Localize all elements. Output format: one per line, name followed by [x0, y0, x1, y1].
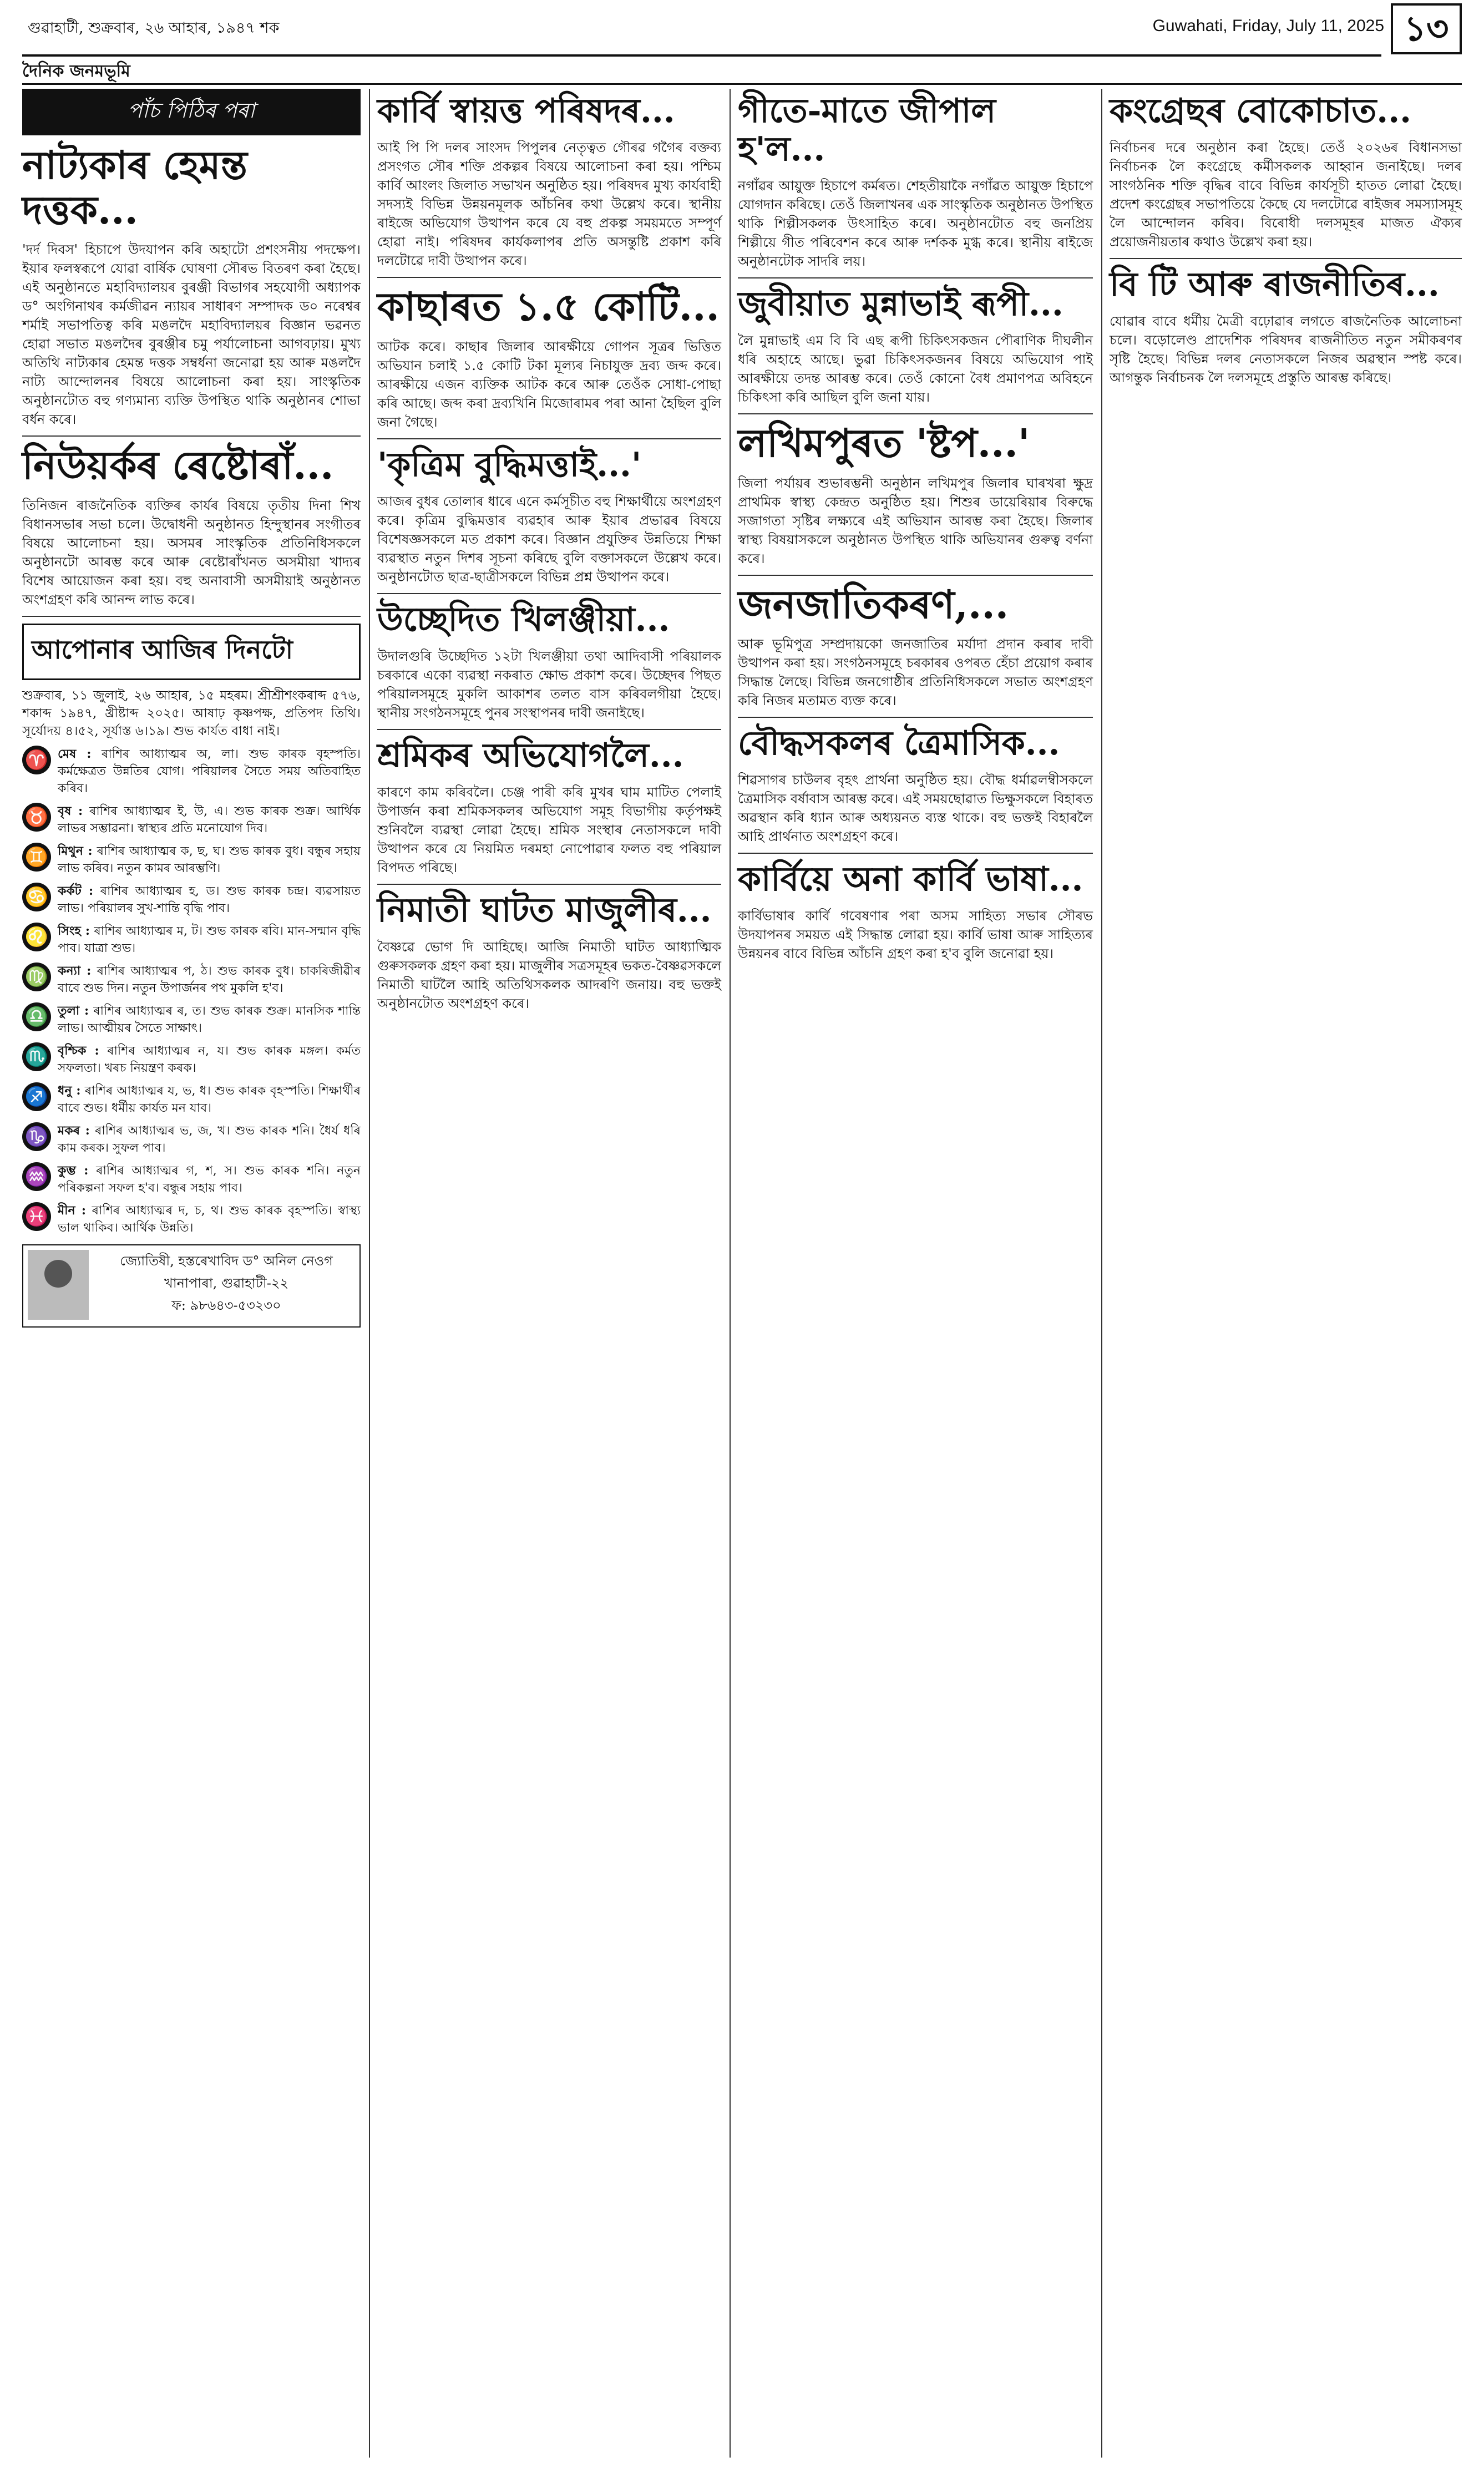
virgo-icon: ♍: [22, 963, 51, 991]
horoscope-sign: [22, 1162, 361, 1197]
masthead-date-english: Guwahati, Friday, July 11, 2025: [1152, 17, 1384, 35]
divider: [1110, 258, 1462, 259]
masthead-date-assamese: গুৱাহাটী, শুক্ৰবাৰ, ২৬ আহাৰ, ১৯৪৭ শক: [28, 19, 280, 37]
capricorn-icon: ♑: [22, 1122, 51, 1151]
continued-from-banner: পাঁচ পিঠিৰ পৰা: [22, 89, 361, 135]
astrologer-details: [98, 1250, 355, 1322]
story-body: উদালগুৰি উচ্ছেদিত ১২টা খিলঞ্জীয়া তথা আদিবাসী পৰিয়ালক চৰকাৰে একো ব্যৱস্থা নকৰাত ক্ষোভ প্ৰকাশ কৰে। উচ্ছেদৰ পিছত পৰিয়ালসমূহে মুকলি আকাশৰ তলত বাস কৰিবলগীয়া হৈছে। স্থানীয় সংগঠনসমূহে পুনৰ সংস্থাপনৰ দাবী জনাইছে।: [377, 648, 721, 721]
scorpio-icon: ♏: [22, 1042, 51, 1071]
horoscope-sign-text: [58, 746, 361, 797]
horoscope-sign-text: [58, 923, 361, 957]
sign-name: সিংহ :: [58, 923, 90, 938]
story-body: লৈ মুন্নাভাই এম বি বি এছ ৰূপী চিকিৎসকজন পৌৰাণিক দীঘলীন ধৰি অহাহে আছে। ভুৱা চিকিৎসকজনৰ বিষয়ে অভিযোগ পাই আৰক্ষীয়ে তদন্ত আৰম্ভ কৰে। তেওঁ কোনো বৈধ প্ৰমাণপত্ৰ অবিহনে চিকিৎসা কৰি আছিল বুলি জনা যায়।: [738, 333, 1093, 405]
story-title: কংগ্ৰেছৰ বোকোচাত...: [1110, 92, 1411, 130]
story-title: জুবীয়াত মুন্নাভাই ৰূপী...: [738, 285, 1063, 323]
story-title: শ্ৰমিকৰ অভিযোগলৈ...: [377, 736, 684, 775]
horoscope-sign: [22, 746, 361, 797]
horoscope-sign: [22, 883, 361, 917]
horoscope-title: আপোনাৰ আজিৰ দিনটো: [22, 624, 361, 680]
divider: [738, 277, 1093, 278]
story-title: কাছাৰত ১.৫ কোটি...: [377, 283, 720, 330]
story-title: নাট্যকাৰ হেমন্ত দত্তক...: [22, 142, 247, 233]
sign-reading: ৰাশিৰ আধ্যাত্মৰ হ, ড। শুভ কাৰক চন্দ্ৰ। ব্যৱসায়ত লাভ। পৰিয়ালৰ সুখ-শান্তি বৃদ্ধি পাব।: [58, 884, 361, 915]
story-title: নিমাতী ঘাটত মাজুলীৰ...: [377, 890, 712, 930]
column-divider: [1101, 89, 1102, 2458]
page-number: ১৩: [1391, 3, 1462, 54]
story-title: গীতে-মাতে জীপাল হ'ল...: [738, 92, 996, 169]
sign-name: বৃশ্চিক :: [58, 1043, 99, 1058]
column-2: [377, 89, 721, 1019]
story-title: 'কৃত্ৰিম বুদ্ধিমত্তাই...': [377, 445, 642, 484]
horoscope-sign: [22, 1122, 361, 1157]
libra-icon: ♎: [22, 1002, 51, 1031]
astrologer-photo: [28, 1250, 89, 1320]
sign-name: কৰ্কট :: [58, 883, 94, 898]
horoscope-sign-text: [58, 803, 361, 837]
story-title: বৌদ্ধসকলৰ ত্ৰৈমাসিক...: [738, 724, 1060, 763]
story-title: উচ্ছেদিত খিলঞ্জীয়া...: [377, 600, 670, 639]
masthead: [22, 0, 1462, 55]
story-body: শিৱসাগৰ চাউলৰ বৃহৎ প্ৰাৰ্থনা অনুষ্ঠিত হয়। বৌদ্ধ ধৰ্মাৱলম্বীসকলে ত্ৰৈমাসিক বৰ্ষাবাস আৰম্ভ কৰে। এই সময়ছোৱাত ভিক্ষুসকলে বিহাৰত অৱস্থান কৰি ধ্যান আৰু অধ্যয়নত ব্যস্ত থাকে। বহু ভক্তই বিহাৰলৈ আহি প্ৰাৰ্থনাত অংশগ্ৰহণ কৰে।: [738, 772, 1093, 844]
cancer-icon: ♋: [22, 883, 51, 911]
divider: [377, 277, 721, 278]
divider: [22, 435, 361, 437]
story-body: বৈষ্ণৱে ভোগ দি আহিছে। আজি নিমাতী ঘাটত আধ্যাত্মিক গুৰুসকলক গ্ৰহণ কৰা হয়। মাজুলীৰ সত্ৰসমূহৰ ভকত-বৈষ্ণৱসকলে নিমাতী ঘাটলৈ আহি অতিথিসকলক আদৰণি জনায়। বহু ভক্তই অনুষ্ঠানটোত অংশগ্ৰহণ কৰে।: [377, 939, 721, 1011]
sign-name: মিথুন :: [58, 843, 93, 858]
aquarius-icon: ♒: [22, 1162, 51, 1191]
sign-reading: ৰাশিৰ আধ্যাত্মৰ ৰ, ত। শুভ কাৰক শুক্ৰ। মানসিক শান্তি লাভ। আত্মীয়ৰ সৈতে সাক্ষাৎ।: [58, 1004, 361, 1035]
horoscope-sign-text: [58, 1082, 361, 1117]
sign-reading: ৰাশিৰ আধ্যাত্মৰ য, ভ, ধ। শুভ কাৰক বৃহস্পতি। শিক্ষাৰ্থীৰ বাবে শুভ। ধৰ্মীয় কাৰ্যত মন যাব।: [58, 1083, 361, 1115]
gemini-icon: ♊: [22, 843, 51, 872]
story-body: কাৰণে কাম কৰিবলৈ। চেঞ্জ পাৰী কৰি মুখৰ ঘাম মাটিত পেলাই উপাৰ্জন কৰা শ্ৰমিকসকলৰ অভিযোগ সমূহ বিভাগীয় কৰ্তৃপক্ষই শুনিবলৈ ব্যৱস্থা লোৱা হৈছে। শ্ৰমিক সংস্থাৰ নেতাসকলে দাবী উত্থাপন কৰে যে নিয়মিত দৰমহা নোপোৱাৰ ফলত বহু পৰিয়াল বিপদত পৰিছে।: [377, 784, 721, 875]
leo-icon: ♌: [22, 923, 51, 951]
astrologer-phone: ফ: ৯৮৬৪৩-৫৩২৩০: [171, 1297, 281, 1313]
sign-reading: ৰাশিৰ আধ্যাত্মৰ অ, লা। শুভ কাৰক বৃহস্পতি। কৰ্মক্ষেত্ৰত উন্নতিৰ যোগ। পৰিয়ালৰ সৈতে সময় অতিবাহিত কৰিব।: [58, 747, 361, 796]
horoscope-sign-text: [58, 1162, 361, 1197]
story-body: আৰু ভূমিপুত্ৰ সম্প্ৰদায়কো জনজাতিৰ মৰ্যাদা প্ৰদান কৰাৰ দাবী উত্থাপন কৰা হয়। সংগঠনসমূহে চৰকাৰৰ ওপৰত হেঁচা প্ৰয়োগ কৰাৰ সিদ্ধান্ত লৈছে। বিভিন্ন জনগোষ্ঠীৰ প্ৰতিনিধিসকলে সভাত অংশগ্ৰহণ কৰি নিজৰ মতামত ব্যক্ত কৰে।: [738, 636, 1093, 708]
horoscope-sign-text: [58, 883, 361, 917]
column-divider: [369, 89, 370, 2458]
sign-reading: ৰাশিৰ আধ্যাত্মৰ ভ, জ, খ। শুভ কাৰক শনি। ধৈৰ্য ধৰি কাম কৰক। সুফল পাব।: [58, 1123, 361, 1155]
column-1: [22, 89, 361, 1328]
masthead-bottom-divider: [22, 83, 1462, 85]
pisces-icon: ♓: [22, 1202, 51, 1231]
story-title: কাৰ্বি স্বায়ত্ত পৰিষদৰ...: [377, 92, 675, 130]
sign-reading: ৰাশিৰ আধ্যাত্মৰ গ, শ, স। শুভ কাৰক শনি। নতুন পৰিকল্পনা সফল হ'ব। বন্ধুৰ সহায় পাব।: [58, 1163, 361, 1195]
divider: [738, 853, 1093, 854]
horoscope-sign-text: [58, 1042, 361, 1077]
story-body: তিনিজন ৰাজনৈতিক ব্যক্তিৰ কাৰ্যৰ বিষয়ে তৃতীয় দিনা শিখ বিধানসভাৰ সভা চলে। উদ্বোধনী অনুষ্ঠানত হিন্দুস্থানৰ সংগীতৰ বিষয়ে আলোচনা হয়। অসমৰ সাংস্কৃতিক প্ৰতিনিধিসকলে অনুষ্ঠানটো আৰম্ভ কৰে আৰু ৰেষ্টোৰাঁখনত অসমীয়া খাদ্যৰ বিশেষ আয়োজন কৰা হয়। বহু অনাবাসী অসমীয়াই অনুষ্ঠানত অংশগ্ৰহণ কৰি আনন্দ লাভ কৰে।: [22, 497, 361, 607]
divider: [377, 884, 721, 885]
sign-name: কন্যা :: [58, 963, 92, 978]
story-body: জিলা পৰ্যায়ৰ শুভাৰম্ভনী অনুষ্ঠান লখিমপুৰ জিলাৰ ঘাৰখৰা ক্ষুদ্ৰ প্ৰাথমিক স্বাস্থ্য কেন্দ্ৰত অনুষ্ঠিত হয়। শিশুৰ ডায়েৰিয়াৰ বিৰুদ্ধে সজাগতা সৃষ্টিৰ লক্ষ্যৰে এই অভিযান আৰম্ভ কৰা হৈছে। জিলাৰ স্বাস্থ্য বিষয়াসকলে অনুষ্ঠানত উপস্থিত থাকি অভিযানৰ গুৰুত্ব বৰ্ণনা কৰে।: [738, 475, 1093, 566]
story-body: কাৰ্বিভাষাৰ কাৰ্বি গবেষণাৰ পৰা অসম সাহিত্য সভাৰ সৌৰভ উদযাপনৰ সময়ত এই সিদ্ধান্ত লোৱা হয়। কাৰ্বি ভাষা আৰু সাহিত্যৰ উন্নয়নৰ বাবে বিভিন্ন আঁচনি গ্ৰহণ কৰা হ'ব বুলি জনোৱা হয়।: [738, 908, 1093, 961]
divider: [738, 575, 1093, 576]
divider: [22, 616, 361, 617]
horoscope-sign-text: [58, 1202, 361, 1237]
story-title: লখিমপুৰত 'ষ্টপ...': [738, 420, 1030, 466]
divider: [377, 438, 721, 439]
sign-reading: ৰাশিৰ আধ্যাত্মৰ ক, ছ, ঘ। শুভ কাৰক বুধ। বন্ধুৰ সহায় লাভ কৰিব। নতুন কামৰ আৰম্ভণি।: [58, 844, 361, 875]
story-body: আই পি পি দলৰ সাংসদ পিপুলৰ নেতৃত্বত গৌৰৱ গগৈৰ বক্তব্য প্ৰসংগত সৌৰ শক্তি প্ৰকল্পৰ বিষয়ে আলোচনা কৰা হয়। পশ্চিম কাৰ্বি আংলং জিলাত সভাখন অনুষ্ঠিত হয়। পৰিষদৰ মুখ্য কাৰ্যবাহী সদস্যই বিভিন্ন উন্নয়নমূলক আঁচনিৰ কথা উল্লেখ কৰে। স্থানীয় ৰাইজে অভিযোগ উত্থাপন কৰে যে বহু প্ৰকল্প সময়মতে সম্পূৰ্ণ হোৱা নাই। পৰিষদৰ কাৰ্যকলাপৰ প্ৰতি অসন্তুষ্টি প্ৰকাশ কৰি দলটোৱে দাবী উত্থাপন কৰে।: [377, 140, 721, 269]
divider: [377, 593, 721, 594]
horoscope-intro: শুক্ৰবাৰ, ১১ জুলাই, ২৬ আহাৰ, ১৫ মহৰম। শ্ৰীশ্ৰীশংকৰাব্দ ৫৭৬, শকাব্দ ১৯৪৭, খ্ৰীষ্টাব্দ ২০২৫। আষাঢ় কৃষ্ণপক্ষ, প্ৰতিপদ তিথি। সূৰ্যোদয় ৪।৫২, সূৰ্যাস্ত ৬।১৯। শুভ কাৰ্যত বাধা নাই।: [22, 688, 361, 738]
horoscope-sign: [22, 1002, 361, 1037]
story-title: জনজাতিকৰণ,...: [738, 581, 1009, 627]
sign-reading: ৰাশিৰ আধ্যাত্মৰ ই, উ, এ। শুভ কাৰক শুক্ৰ। আৰ্থিক লাভৰ সম্ভাৱনা। স্বাস্থ্যৰ প্ৰতি মনোযোগ দিব।: [58, 804, 361, 835]
column-4: [1110, 89, 1462, 393]
horoscope-sign: [22, 1082, 361, 1117]
taurus-icon: ♉: [22, 803, 51, 832]
horoscope-sign-text: [58, 1002, 361, 1037]
horoscope-sign: [22, 803, 361, 837]
horoscope-sign-text: [58, 963, 361, 997]
column-divider: [730, 89, 731, 2458]
sign-reading: ৰাশিৰ আধ্যাত্মৰ প, ঠ। শুভ কাৰক বুধ। চাকৰিজীৱীৰ বাবে শুভ দিন। নতুন উপাৰ্জনৰ পথ মুকলি হ'ব।: [58, 964, 361, 995]
story-title: নিউয়ৰ্কৰ ৰেষ্টোৰাঁ...: [22, 442, 334, 488]
astrologer-credit-box: [22, 1244, 361, 1328]
horoscope-sign: [22, 1202, 361, 1237]
sagittarius-icon: ♐: [22, 1082, 51, 1111]
horoscope-sign: [22, 843, 361, 877]
story-title: কাৰ্বিয়ে অনা কাৰ্বি ভাষা...: [738, 860, 1083, 899]
horoscope-sign: [22, 963, 361, 997]
story-body: নগাঁৱৰ আয়ুক্ত হিচাপে কৰ্মৰত। শেহতীয়াকৈ নগাঁৱত আয়ুক্ত হিচাপে যোগদান কৰিছে। তেওঁ জিলাখনৰ এক সাংস্কৃতিক অনুষ্ঠানত উপস্থিত থাকি শিল্পীসকলক উৎসাহিত কৰে। অনুষ্ঠানটোত বহু জনপ্ৰিয় শিল্পীয়ে গীত পৰিবেশন কৰে আৰু দৰ্শকক মুগ্ধ কৰে। স্থানীয় ৰাইজে অনুষ্ঠানটোক সাদৰি লয়।: [738, 178, 1093, 269]
horoscope-sign-text: [58, 1122, 361, 1157]
horoscope-sign-text: [58, 843, 361, 877]
story-body: যোৱাৰ বাবে ধৰ্মীয় মৈত্ৰী বঢ়োৱাৰ লগতে ৰাজনৈতিক আলোচনা চলে। বড়োলেণ্ড প্ৰাদেশিক পৰিষদৰ ৰাজনীতিত নতুন সমীকৰণৰ সৃষ্টি হৈছে। বিভিন্ন দলৰ নেতাসকলে নিজৰ অৱস্থান স্পষ্ট কৰে। আগন্তুক নিৰ্বাচনক লৈ দলসমূহে প্ৰস্তুতি আৰম্ভ কৰিছে।: [1110, 313, 1462, 386]
masthead-divider: [22, 54, 1381, 57]
column-3: [738, 89, 1093, 969]
sign-name: ধনু :: [58, 1083, 81, 1098]
sign-name: মীন :: [58, 1203, 87, 1218]
paper-name: দৈনিক জনমভূমি: [22, 62, 130, 81]
story-title: বি টি আৰু ৰাজনীতিৰ...: [1110, 265, 1440, 304]
astrologer-address: খানাপাৰা, গুৱাহাটী-২২: [164, 1275, 289, 1291]
story-body: 'দৰ্দ দিবস' হিচাপে উদযাপন কৰি অহাটো প্ৰশংসনীয় পদক্ষেপ। ইয়াৰ ফলস্বৰূপে যোৱা বাৰ্ষিক ঘোষণা সৌৰভ বিতৰণ কৰা হৈছে। এই অনুষ্ঠানতে মহাবিদ্যালয়ৰ বুৰঞ্জী বিভাগৰ সহযোগী অধ্যাপক ড° অংগিনাথৰ কৰ্মজীৱন ন্যায়ৰ সাধাৰণ সম্পাদক ড০ নৰেশ্বৰ শৰ্মাই সভাপতিত্ব কৰি মঙলদৈ মহাবিদ্যালয়ৰ বিজ্ঞান ভৱনত হোৱা সভাত মঙলদৈৰ বুৰঞ্জীৰ চমু পৰ্যালোচনা আগবঢ়ায়। মুখ্য অতিথি নাট্যকাৰ হেমন্ত দত্তক সম্বৰ্ধনা জনোৱা হয় আৰু মঙলদৈ নাট্য আন্দোলনৰ বিষয়ে আলোচনা কৰা হয়। সাংস্কৃতিক অনুষ্ঠানটোত বহু গণ্যমান্য ব্যক্তি উপস্থিত থাকি অনুষ্ঠানৰ শোভা বৰ্ধন কৰে।: [22, 242, 361, 427]
horoscope-sign: [22, 923, 361, 957]
story-body: আজৰ বুধৰ তোলাৰ ধাৰে এনে কৰ্মসূচীত বহু শিক্ষাৰ্থীয়ে অংশগ্ৰহণ কৰে। কৃত্ৰিম বুদ্ধিমত্তাৰ ব্যৱহাৰ আৰু ইয়াৰ প্ৰভাৱৰ বিষয়ে বিশেষজ্ঞসকলে মত প্ৰকাশ কৰে। বিজ্ঞান প্ৰযুক্তিৰ উন্নতিয়ে শিক্ষা ব্যৱস্থাত নতুন দিশৰ সূচনা কৰিছে বুলি বক্তাসকলে উল্লেখ কৰে। অনুষ্ঠানটোত ছাত্ৰ-ছাত্ৰীসকলে বিভিন্ন প্ৰশ্ন উত্থাপন কৰে।: [377, 493, 721, 585]
story-body: নিৰ্বাচনৰ দৰে অনুষ্ঠান কৰা হৈছে। তেওঁ ২০২৬ৰ বিধানসভা নিৰ্বাচনক লৈ কংগ্ৰেছে কৰ্মীসকলক আহ্বান জনাইছে। দলৰ সাংগঠনিক শক্তি বৃদ্ধিৰ বাবে বিভিন্ন কাৰ্যসূচী হাতত লোৱা হৈছে। প্ৰদেশ কংগ্ৰেছৰ সভাপতিয়ে কৈছে যে দলটোৱে ৰাইজৰ সমস্যাসমূহ লৈ আন্দোলন কৰিব। বিৰোধী দলসমূহৰ মাজত ঐক্যৰ প্ৰয়োজনীয়তাৰ কথাও উল্লেখ কৰা হয়।: [1110, 140, 1462, 250]
aries-icon: ♈: [22, 746, 51, 774]
divider: [377, 729, 721, 730]
divider: [738, 413, 1093, 414]
sign-name: বৃষ :: [58, 803, 83, 818]
horoscope-sign: [22, 1042, 361, 1077]
sign-reading: ৰাশিৰ আধ্যাত্মৰ দ, চ, থ। শুভ কাৰক বৃহস্পতি। স্বাস্থ্য ভাল থাকিব। আৰ্থিক উন্নতি।: [58, 1203, 361, 1235]
sign-name: তুলা :: [58, 1003, 89, 1018]
divider: [738, 717, 1093, 718]
sign-reading: ৰাশিৰ আধ্যাত্মৰ ম, ট। শুভ কাৰক ৰবি। মান-সন্মান বৃদ্ধি পাব। যাত্ৰা শুভ।: [58, 924, 361, 955]
sign-reading: ৰাশিৰ আধ্যাত্মৰ ন, য। শুভ কাৰক মঙ্গল। কৰ্মত সফলতা। খৰচ নিয়ন্ত্ৰণ কৰক।: [58, 1043, 361, 1075]
story-body: আটক কৰে। কাছাৰ জিলাৰ আৰক্ষীয়ে গোপন সূত্ৰৰ ভিত্তিত অভিযান চলাই ১.৫ কোটি টকা মূল্যৰ নিচাযুক্ত দ্ৰব্য জব্দ কৰে। আৰক্ষীয়ে এজন ব্যক্তিক আটক কৰে আৰু তেওঁক সোধা-পোছা কৰি আছে। জব্দ কৰা দ্ৰব্যখিনি মিজোৰামৰ পৰা আনা হৈছিল বুলি জনা গৈছে।: [377, 338, 721, 430]
sign-name: মকৰ :: [58, 1123, 90, 1138]
sign-name: কুম্ভ :: [58, 1163, 89, 1178]
sign-name: মেষ :: [58, 746, 92, 761]
astrologer-name: জ্যোতিষী, হস্তৰেখাবিদ ড° অনিল নেওগ: [120, 1253, 333, 1269]
